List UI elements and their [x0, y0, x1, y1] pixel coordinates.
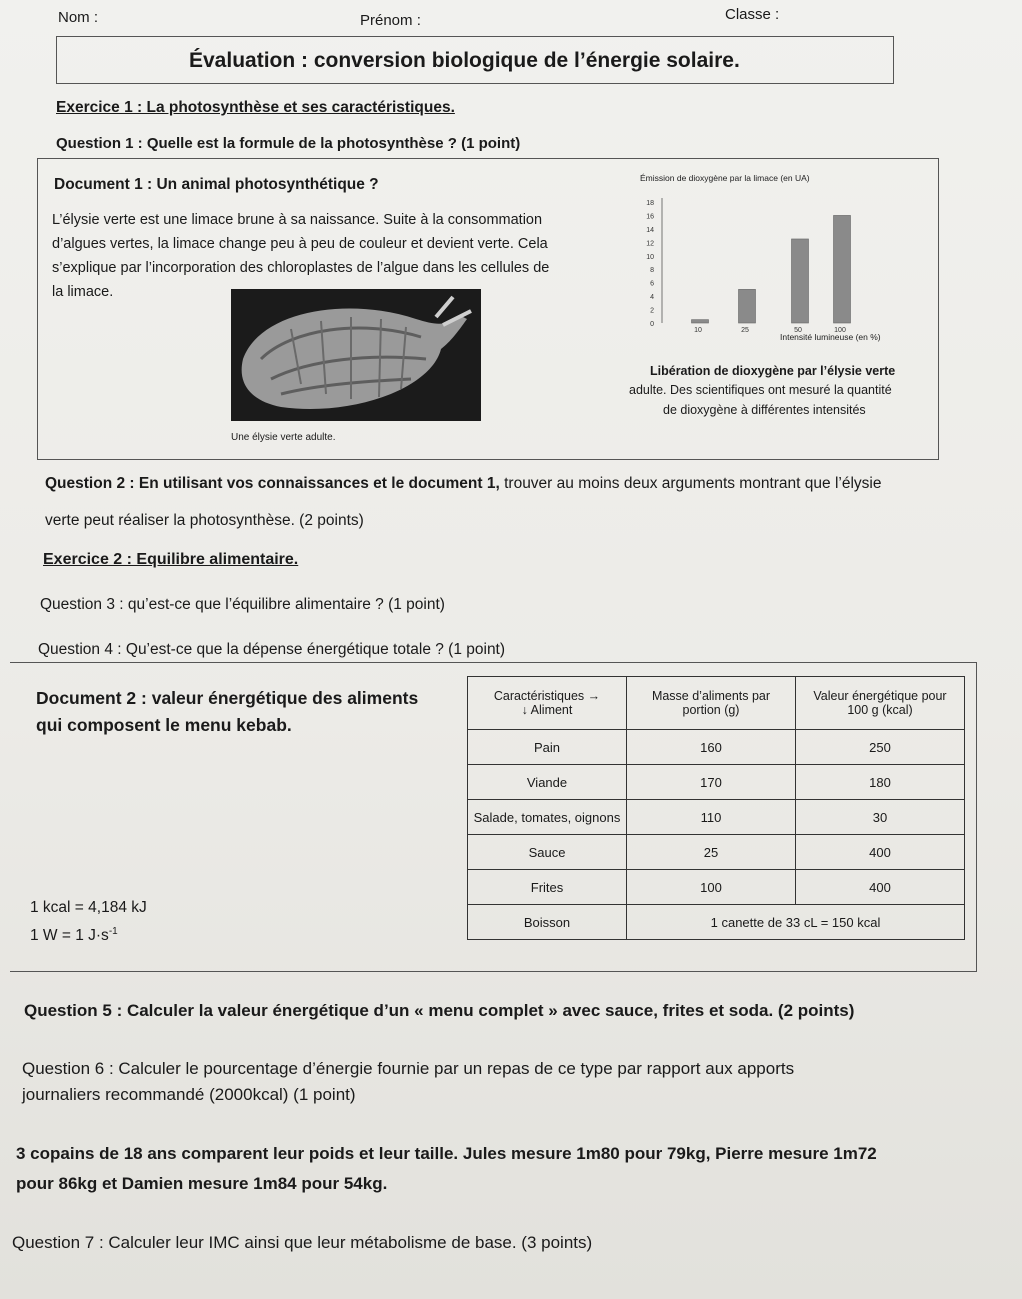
chart-bar — [792, 239, 809, 323]
cell-masse: 110 — [627, 800, 796, 835]
table-row — [468, 730, 965, 765]
chart-y-tick-label: 14 — [646, 226, 654, 234]
chart-xlabel: Intensité lumineuse (en %) — [780, 332, 881, 342]
conversion-watt-exponent: -1 — [108, 926, 118, 937]
header-text: Valeur énergétique pour — [813, 689, 947, 703]
header-text: Masse d’aliments par — [651, 689, 771, 703]
question6 — [22, 1056, 997, 1108]
chart-bar — [692, 320, 709, 323]
document1-text-line: L’élysie verte est une limace brune à sa naissance. Suite à la consommation — [52, 212, 543, 228]
question6-line2: journaliers recommandé (2000kcal) (1 point) — [22, 1085, 356, 1104]
header-text: Caractéristiques → — [493, 689, 601, 703]
chart-x-tick-label: 100 — [834, 327, 846, 334]
document1-text-line: s’explique par l’incorporation des chloroplastes de l’algue dans les cellules de — [52, 260, 550, 276]
chart-x-tick-label: 10 — [694, 327, 702, 334]
question4-text: Question 4 : Qu’est-ce que la dépense énergétique totale ? (1 point) — [38, 641, 506, 658]
slug-illustration — [231, 289, 481, 421]
chart-y-tick-label: 0 — [650, 321, 654, 328]
chart-caption-bold: Libération de dioxygène par l’élysie verte — [650, 364, 896, 378]
question6-line1: Question 6 : Calculer le pourcentage d’énergie fournie par un repas de ce type par rapport aux apports — [22, 1059, 795, 1078]
question4 — [38, 641, 505, 659]
document1-title: Document 1 : Un animal photosynthétique ? — [54, 176, 379, 193]
table-row — [468, 905, 965, 940]
table-header-row — [468, 677, 965, 730]
conversion-watt-text: 1 W = 1 J·s — [30, 927, 109, 945]
header-text: ↓ Aliment — [521, 703, 573, 717]
cell-masse: 25 — [627, 835, 796, 870]
question3 — [40, 596, 445, 614]
question2-lead: Question 2 : En utilisant vos connaissances et le document 1, — [45, 475, 500, 492]
document1-text-line: la limace. — [52, 284, 114, 300]
statement-line2: pour 86kg et Damien mesure 1m84 pour 54kg. — [16, 1174, 388, 1193]
chart-y-tick-label: 4 — [650, 294, 654, 302]
chart-bar — [739, 289, 756, 323]
chart-caption-line2: adulte. Des scientifiques ont mesuré la quantité — [629, 383, 892, 397]
question2-rest: trouver au moins deux arguments montrant que l’élysie — [499, 475, 882, 492]
title-box — [56, 36, 894, 84]
cell-aliment: Salade, tomates, oignons — [468, 800, 627, 835]
statement — [16, 1139, 1011, 1199]
document2-title-line2: qui composent le menu kebab. — [36, 715, 292, 735]
chart-y-tick-label: 10 — [646, 253, 654, 261]
cell-aliment: Boisson — [468, 905, 627, 940]
header-cell — [468, 677, 627, 730]
energy-table — [467, 676, 965, 940]
exercise1-heading: Exercice 1 : La photosynthèse et ses caractéristiques. — [56, 99, 455, 116]
header-text: portion (g) — [682, 703, 740, 717]
question3-text: Question 3 : qu’est-ce que l’équilibre alimentaire ? (1 point) — [40, 596, 445, 613]
cell-valeur: 180 — [796, 765, 965, 800]
cell-aliment: Frites — [468, 870, 627, 905]
conversion-watt — [30, 920, 147, 948]
question5: Question 5 : Calculer la valeur énergétique d’un « menu complet » avec sauce, frites et soda. (2 points) — [24, 1001, 855, 1020]
document2-title — [36, 685, 418, 739]
nom-label: Nom : — [58, 9, 99, 26]
chart-y-tick-label: 2 — [650, 307, 654, 315]
chart-bar — [834, 215, 851, 323]
table-row — [468, 835, 965, 870]
chart-caption-line3: de dioxygène à différentes intensités — [663, 403, 866, 417]
table-row — [468, 765, 965, 800]
cell-masse: 170 — [627, 765, 796, 800]
header-text: 100 g (kcal) — [847, 703, 913, 717]
cell-aliment: Viande — [468, 765, 627, 800]
chart-title: Émission de dioxygène par la limace (en UA) — [640, 173, 810, 183]
statement-line1: 3 copains de 18 ans comparent leur poids et leur taille. Jules mesure 1m80 pour 79kg, Pierre mesure 1m72 — [16, 1144, 877, 1163]
elysie-photo — [231, 289, 481, 421]
chart-y-tick-label: 16 — [646, 213, 654, 221]
question2-line2: verte peut réaliser la photosynthèse. (2 points) — [45, 512, 364, 529]
conversion-kcal: 1 kcal = 4,184 kJ — [30, 899, 147, 916]
chart-x-tick-label: 25 — [741, 327, 749, 334]
chart-y-tick-label: 12 — [646, 240, 654, 248]
chart-y-tick-label: 6 — [650, 280, 654, 288]
classe-label: Classe : — [725, 6, 780, 23]
document2-title-line1: Document 2 : valeur énergétique des aliments — [36, 688, 419, 708]
table-row — [468, 800, 965, 835]
table-row — [468, 870, 965, 905]
question1 — [56, 135, 520, 152]
oxygen-bar-chart — [630, 168, 910, 348]
cell-valeur: 400 — [796, 870, 965, 905]
header-cell — [627, 677, 796, 730]
chart-y-tick-label: 18 — [646, 200, 654, 207]
cell-valeur: 30 — [796, 800, 965, 835]
header-cell — [796, 677, 965, 730]
document1-text-line: d’algues vertes, la limace change peu à peu de couleur et devient verte. Cela — [52, 236, 548, 252]
question7: Question 7 : Calculer leur IMC ainsi que leur métabolisme de base. (3 points) — [12, 1233, 593, 1252]
chart-x-tick-label: 50 — [794, 327, 802, 334]
cell-masse: 160 — [627, 730, 796, 765]
cell-valeur: 400 — [796, 835, 965, 870]
prenom-label: Prénom : — [360, 12, 421, 29]
chart-y-tick-label: 8 — [650, 267, 654, 275]
exercise2-heading: Exercice 2 : Equilibre alimentaire. — [43, 551, 299, 568]
cell-masse: 100 — [627, 870, 796, 905]
cell-aliment: Pain — [468, 730, 627, 765]
page-title: Évaluation : conversion biologique de l’énergie solaire. — [189, 49, 740, 72]
cell-boisson-merged: 1 canette de 33 cL = 150 kcal — [627, 905, 965, 940]
question1-text: Question 1 : Quelle est la formule de la photosynthèse ? (1 point) — [56, 135, 521, 152]
question2 — [45, 475, 945, 493]
unit-conversions — [30, 896, 147, 948]
image-caption: Une élysie verte adulte. — [231, 432, 336, 443]
cell-valeur: 250 — [796, 730, 965, 765]
cell-aliment: Sauce — [468, 835, 627, 870]
